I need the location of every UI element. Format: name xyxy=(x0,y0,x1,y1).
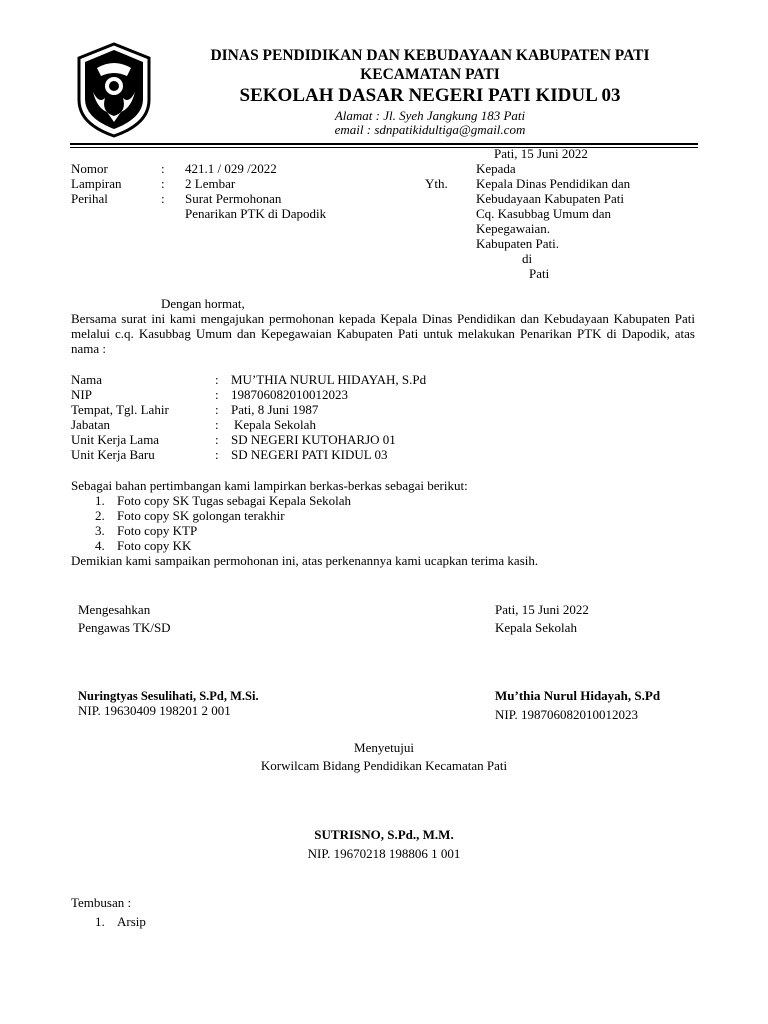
cc-item: Arsip xyxy=(117,914,146,929)
sign-right-nip: NIP. 198706082010012023 xyxy=(495,707,639,722)
list-item: Foto copy SK Tugas sebagai Kepala Sekolah xyxy=(117,493,351,508)
identity-sep: : xyxy=(215,372,219,387)
recipient-line: Cq. Kasubbag Umum dan xyxy=(476,206,612,221)
sign-right-name: Mu’thia Nurul Hidayah, S.Pd xyxy=(495,688,661,703)
sign-right-role: Kepala Sekolah xyxy=(495,620,577,635)
recipient-kepada: Kepada xyxy=(476,161,516,176)
recipient-line: Kepala Dinas Pendidikan dan xyxy=(476,176,631,191)
list-item-number: 3. xyxy=(95,523,105,538)
meta-sep: : xyxy=(161,176,165,191)
list-item-number: 1. xyxy=(95,493,105,508)
sign-center-name: SUTRISNO, S.Pd., M.M. xyxy=(314,827,454,842)
sign-left-role: Pengawas TK/SD xyxy=(78,620,171,635)
sign-left-title: Mengesahkan xyxy=(78,602,151,617)
closing-sentence: Demikian kami sampaikan permohonan ini, atas perkenannya kami ucapkan terima kasih. xyxy=(71,553,539,568)
meta-value-subject-cont: Penarikan PTK di Dapodik xyxy=(185,206,327,221)
list-item-number: 1. xyxy=(95,914,105,929)
recipient-line: Kepegawaian. xyxy=(476,221,550,236)
recipient-line: Kabupaten Pati. xyxy=(476,236,560,251)
identity-label: Nama xyxy=(71,372,103,387)
meta-sep: : xyxy=(161,191,165,206)
list-item: Foto copy KK xyxy=(117,538,192,553)
sign-right-date: Pati, 15 Juni 2022 xyxy=(495,602,589,617)
recipient-di: di xyxy=(522,251,533,266)
meta-sep: : xyxy=(161,161,165,176)
identity-label: Unit Kerja Baru xyxy=(71,447,155,462)
school-address: Alamat : Jl. Syeh Jangkung 183 Pati xyxy=(334,108,526,123)
meta-label: Perihal xyxy=(71,191,108,206)
school-name: SEKOLAH DASAR NEGERI PATI KIDUL 03 xyxy=(239,85,621,106)
list-item-number: 4. xyxy=(95,538,105,553)
sign-center-role: Korwilcam Bidang Pendidikan Kecamatan Pati xyxy=(260,758,508,773)
meta-value-subject: Surat Permohonan xyxy=(185,191,282,206)
identity-value-new-unit: SD NEGERI PATI KIDUL 03 xyxy=(231,447,388,462)
recipient-yth: Yth. xyxy=(425,176,448,191)
intro-paragraph: Bersama surat ini kami mengajukan permohonan kepada Kepala Dinas Pendidikan dan Kebudayaan Kabupaten Pati melalui c.q. Kasubbag Umum dan Kepegawaian Kabupaten Pati untuk melakukan Penarikan PTK di Dapodik, atas nama : xyxy=(71,311,695,356)
list-item: Foto copy SK golongan terakhir xyxy=(117,508,285,523)
identity-sep: : xyxy=(215,432,219,447)
kabupaten-pati-crest-logo xyxy=(75,42,153,138)
identity-value-nip: 198706082010012023 xyxy=(231,387,348,402)
identity-sep: : xyxy=(215,417,219,432)
recipient-line: Kebudayaan Kabupaten Pati xyxy=(476,191,625,206)
meta-value-number: 421.1 / 029 /2022 xyxy=(185,161,277,176)
identity-value-old-unit: SD NEGERI KUTOHARJO 01 xyxy=(231,432,396,447)
letter-date: Pati, 15 Juni 2022 xyxy=(494,146,588,161)
identity-value-birth: Pati, 8 Juni 1987 xyxy=(231,402,319,417)
sign-center-nip: NIP. 19670218 198806 1 001 xyxy=(307,846,461,861)
identity-label: Tempat, Tgl. Lahir xyxy=(71,402,169,417)
greeting: Dengan hormat, xyxy=(161,296,245,311)
identity-label: Jabatan xyxy=(71,417,110,432)
recipient-place: Pati xyxy=(529,266,550,281)
cc-label: Tembusan : xyxy=(71,895,132,910)
identity-value-name: MU’THIA NURUL HIDAYAH, S.Pd xyxy=(231,372,427,387)
identity-value-position: Kepala Sekolah xyxy=(234,417,316,432)
sign-left-name: Nuringtyas Sesulihati, S.Pd, M.Si. xyxy=(78,689,259,703)
school-email: email : sdnpatikidultiga@gmail.com xyxy=(334,122,526,137)
district-title: KECAMATAN PATI xyxy=(360,66,500,83)
letterhead-rule-thin xyxy=(70,147,698,148)
identity-sep: : xyxy=(215,402,219,417)
sign-center-title: Menyetujui xyxy=(354,740,414,755)
meta-value-attachment: 2 Lembar xyxy=(185,176,236,191)
meta-label: Lampiran xyxy=(71,176,122,191)
sign-left-nip: NIP. 19630409 198201 2 001 xyxy=(78,703,231,718)
list-item: Foto copy KTP xyxy=(117,523,198,538)
attachments-intro: Sebagai bahan pertimbangan kami lampirkan berkas-berkas sebagai berikut: xyxy=(71,478,468,493)
letterhead-rule xyxy=(70,143,698,145)
identity-sep: : xyxy=(215,447,219,462)
agency-title: DINAS PENDIDIKAN DAN KEBUDAYAAN KABUPATEN PATI xyxy=(210,47,650,64)
meta-label: Nomor xyxy=(71,161,108,176)
identity-sep: : xyxy=(215,387,219,402)
list-item-number: 2. xyxy=(95,508,105,523)
identity-label: NIP xyxy=(71,387,92,402)
identity-label: Unit Kerja Lama xyxy=(71,432,160,447)
